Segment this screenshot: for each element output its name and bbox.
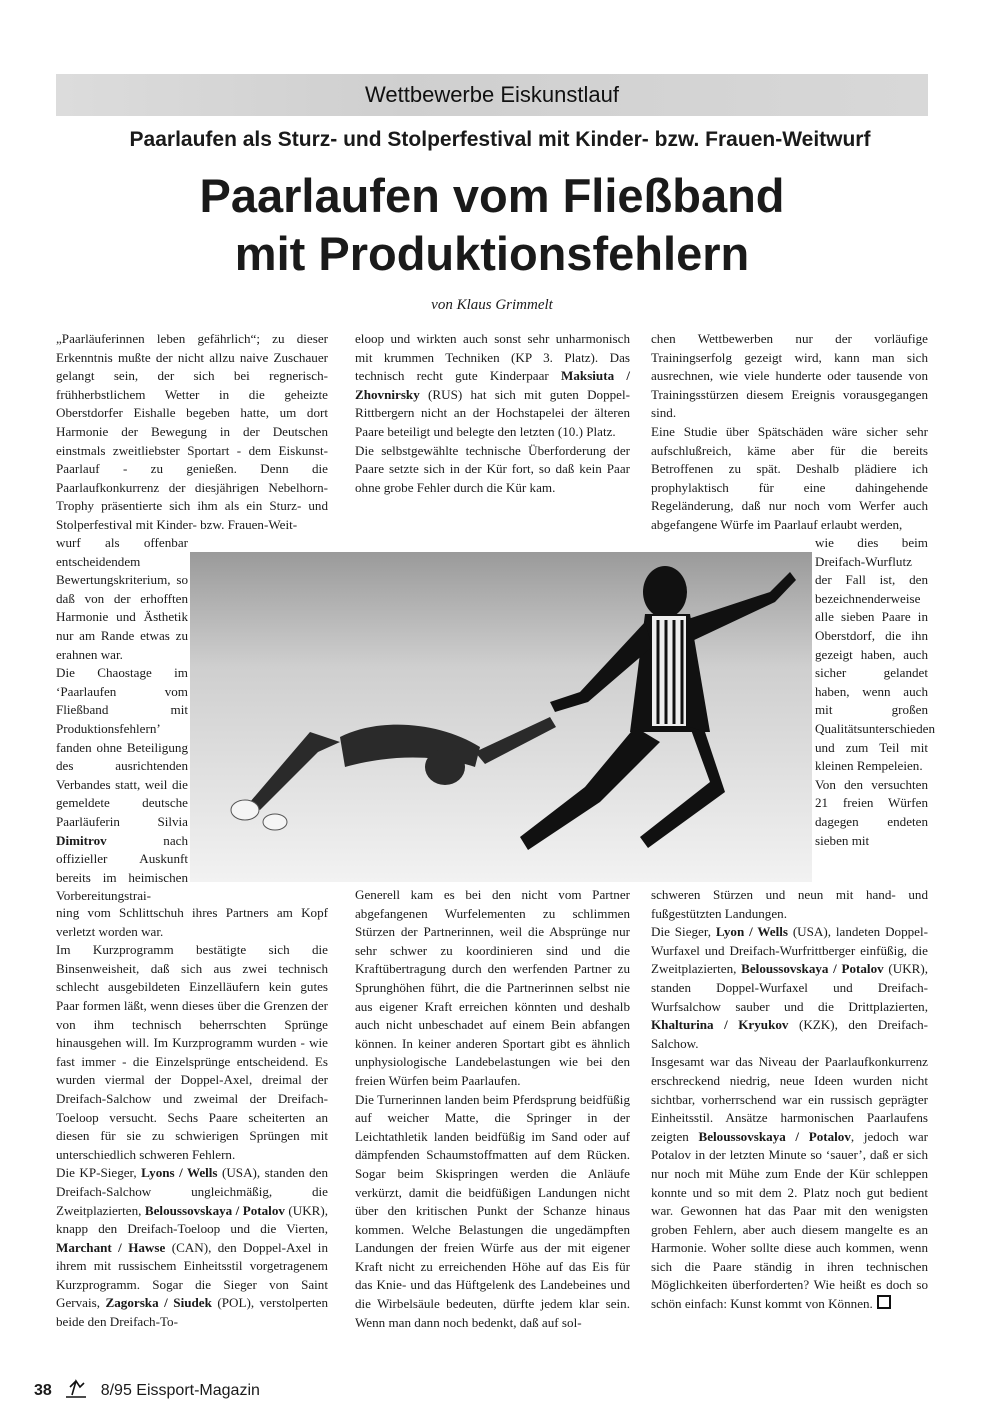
paragraph: Die selbstgewählte technische Überforderung der Paare setzte sich in der Kür fort, so daß kein Paar ohne grobe Fehler durch die Kür kam. [355, 442, 630, 495]
paragraph: Die Sieger, Lyon / Wells (USA), landeten Doppel-Wurfaxel und Dreifach-Wurfrittberger einfüßig, die Zweitplazierten, Beloussovskaya / Potalov (UKR), standen Doppel-Wurfaxel und Dreifach-Wurfsalchow sauber und die Drittplazierten, Khalturina / Kryukov (KZK), den Dreifach-Salchow. [651, 924, 929, 1051]
column-2-bottom [355, 886, 630, 1332]
column-1-bottom [56, 904, 328, 1332]
subheadline: Paarlaufen als Sturz- und Stolperfestival mit Kinder- bzw. Frauen-Weitwurf [129, 128, 871, 151]
end-mark-icon [877, 1295, 891, 1309]
paragraph: eloop und wirkten auch sonst sehr unharmonisch mit krummen Techniken (KP 3. Platz). Das technisch recht gute Kinderpaar Maksiuta / Zhovnirsky (RUS) hat sich mit guten Doppel-Rittbergern nicht an der Hochstapelei der älteren Paare beteiligt und belegte den letzten (10.) Platz. [355, 331, 630, 439]
skaters-illustration [190, 552, 812, 882]
issue-label: 8/95 Eissport-Magazin [100, 1382, 260, 1399]
paragraph: Im Kurzprogramm bestätigte sich die Binsenweisheit, daß sich aus zwei technisch schlecht ausgebildeten Einzelläufern kein gutes Paar formen läßt, wenn dieses über die Grenzen der von ihm technisch beherrschten Sprünge hinausgehen will. Im Kurzprogramm wurden - wie fast immer - die Einzelsprünge entscheidend. Es wurden viermal der Doppel-Axel, dreimal der Dreifach-Salchow und zweimal der Dreifach-Toeloop versucht. Sechs Paare scheiterten an diesen für sie zu schwierigen Sprüngen mit unterschiedlich schweren Fehlern. [56, 942, 328, 1162]
column-1-wrap [56, 534, 188, 906]
paragraph: Die KP-Sieger, Lyons / Wells (USA), standen den Dreifach-Salchow ungleichmäßig, die Zweitplazierten, Beloussovskaya / Potalov (UKR), knapp den Dreifach-Toeloop und die Vierten, Marchant / Hawse (CAN), den Doppel-Axel in ihrem mit russischem Einheitsstil vorgetragenem Kurzprogramm. Sogar die Sieger von Saint Gervais, Zagorska / Siudek (POL), verstolperten beide den Dreifach-To- [56, 1165, 329, 1330]
paragraph: Von den versuchten 21 freien Würfen dagegen endeten sieben mit [815, 776, 928, 848]
skater-logo-icon [62, 1377, 90, 1399]
section-banner [56, 74, 928, 116]
page-footer [34, 1377, 260, 1400]
paragraph: Die Chaostage im ‘Paarlaufen vom Fließband mit Produktionsfehlern’ fanden ohne Beteiligung des ausrichtenden Verbandes statt, weil die gemeldete deutsche Paarläuferin Silvia Dimitrov nach offizieller Auskunft bereits im heimischen Vorbereitungstrai- [56, 665, 188, 904]
paragraph: Die Turnerinnen landen beim Pferdsprung beidfüßig auf weicher Matte, die Springer in der Leichtathletik landen beidfüßig im Sand oder auf dämpfenden Schaumstoffmatten auf dem Rücken. Sogar beim Skispringen werden die Anläufe verkürzt, damit die beidfüßigen Landungen nicht über den kritischen Punkt der Schanze hinaus kommen. Welche Belastungen die ungedämpften Landungen der freien Würfe aus der mit eigener Kraft nicht zu erreichenden Höhe auf das Eis für das Knie- und das Hüftgelenk des Landebeines und die Wirbelsäule bedeuten, dürfte jedem klar sein. Wenn man dann noch bedenkt, daß auf sol- [355, 1091, 630, 1330]
headline [0, 167, 984, 283]
paragraph: Insgesamt war das Niveau der Paarlaufkonkurrenz erschreckend niedrig, neue Ideen wurden nicht sichtbar, vorherrschend war ein russisch geprägter Einheitsstil. Ansätze harmonischen Paarlaufens zeigten Beloussovskaya / Potalov, jedoch war Potalov in der letzten Minute so ‘sauer’, daß er sich nur noch mit Mühe zum Ende der Kür schleppen konnte und so mit dem 2. Platz noch gut bedient war. Gewonnen hat das Paar mit den wenigsten groben Fehlern, aber auch diesem mangelte es an Harmonie. Woher sollte diese auch kommen, wenn sich die Paare ständig in ihren technischen Möglichkeiten überforderten? Wie heißt es doch so schön einfach: Kunst kommt von Können. [651, 1054, 928, 1312]
skaters-photo [190, 552, 812, 882]
name-highlight: Dimitrov [56, 832, 107, 848]
paragraph: ning vom Schlittschuh ihres Partners am Kopf verletzt worden war. [56, 905, 328, 939]
headline-line-1: Paarlaufen vom Fließband [199, 169, 785, 222]
column-3-wrap [815, 534, 935, 850]
paragraph: wurf als offenbar entscheidendem Bewertungskriterium, so daß von der erhofften Harmonie und Ästhetik nur am Rande etwas zu erahnen war. [56, 535, 188, 662]
headline-line-2: mit Produktionsfehlern [234, 227, 750, 280]
column-3-bottom [651, 886, 928, 1314]
column-2-top [355, 330, 630, 497]
column-1-top [56, 330, 328, 535]
section-title: Wettbewerbe Eiskunstlauf [365, 82, 619, 107]
paragraph: „Paarläuferinnen leben gefährlich“; zu dieser Erkenntnis mußte der nicht allzu naive Zuschauer gelangt sein, der sich bei regnerisch-frühherbstlichem Wetter in die geheizte Oberstdorfer Eishalle begeben hatte, um dort Harmonie der Bewegung in der Deutschen einstmals zweitliebster Sportart - dem Eiskunst-Paarlauf - zu genießen. Denn die Paarlaufkonkurrenz der diesjährigen Nebelhorn-Trophy präsentierte sich ihm als ein Sturz- und Stolperfestival mit Kinder- bzw. Frauen-Weit- [56, 331, 328, 532]
byline: von Klaus Grimmelt [431, 297, 553, 313]
paragraph: wie dies beim Dreifach-Wurflutz der Fall ist, den bezeichnenderweise alle sieben Paare in Oberstdorf, die ihn gezeigt haben, auch sicher gelandet haben, wenn auch mit großen Qualitätsunterschieden und zum Teil mit kleinen Rempeleien. [815, 535, 935, 774]
paragraph: Eine Studie über Spätschäden wäre sicher sehr aufschlußreich, käme aber für die bereits Betroffenen zu spät. Deshalb plädiere ich prophylaktisch für eine dahingehende Regeländerung, daß nur noch vom Werfer auch abgefangene Würfe im Paarlauf erlaubt werden, [651, 423, 928, 532]
paragraph: Generell kam es bei den nicht vom Partner abgefangenen Wurfelementen zu schlimmen Stürzen der Partnerinnen, weil die Absprünge nur sehr schwer zu koordinieren sind und die Kraftübertragung durch den werfenden Partner zu Sprunghöhen führt, die die Partnerinnen selbst nie aus eigener Kraft erreichen könnten und deshalb auch nicht unbeschadet auf einem Bein abfangen können. In keiner anderen Sportart gibt es ähnlich unphysiologische Landebelastungen wie bei den freien Würfen beim Paarlaufen. [355, 887, 630, 1088]
page-number: 38 [34, 1382, 52, 1399]
paragraph: chen Wettbewerben nur der vorläufige Trainingserfolg gezeigt wird, kann man sich ausrechnen, wie viele hunderte oder tausende von Trainingsstürzen diesem Ereignis vorausgegangen sind. [651, 331, 928, 421]
paragraph: schweren Stürzen und neun mit hand- und fußgestützten Landungen. [651, 887, 928, 921]
column-3-top [651, 330, 928, 535]
